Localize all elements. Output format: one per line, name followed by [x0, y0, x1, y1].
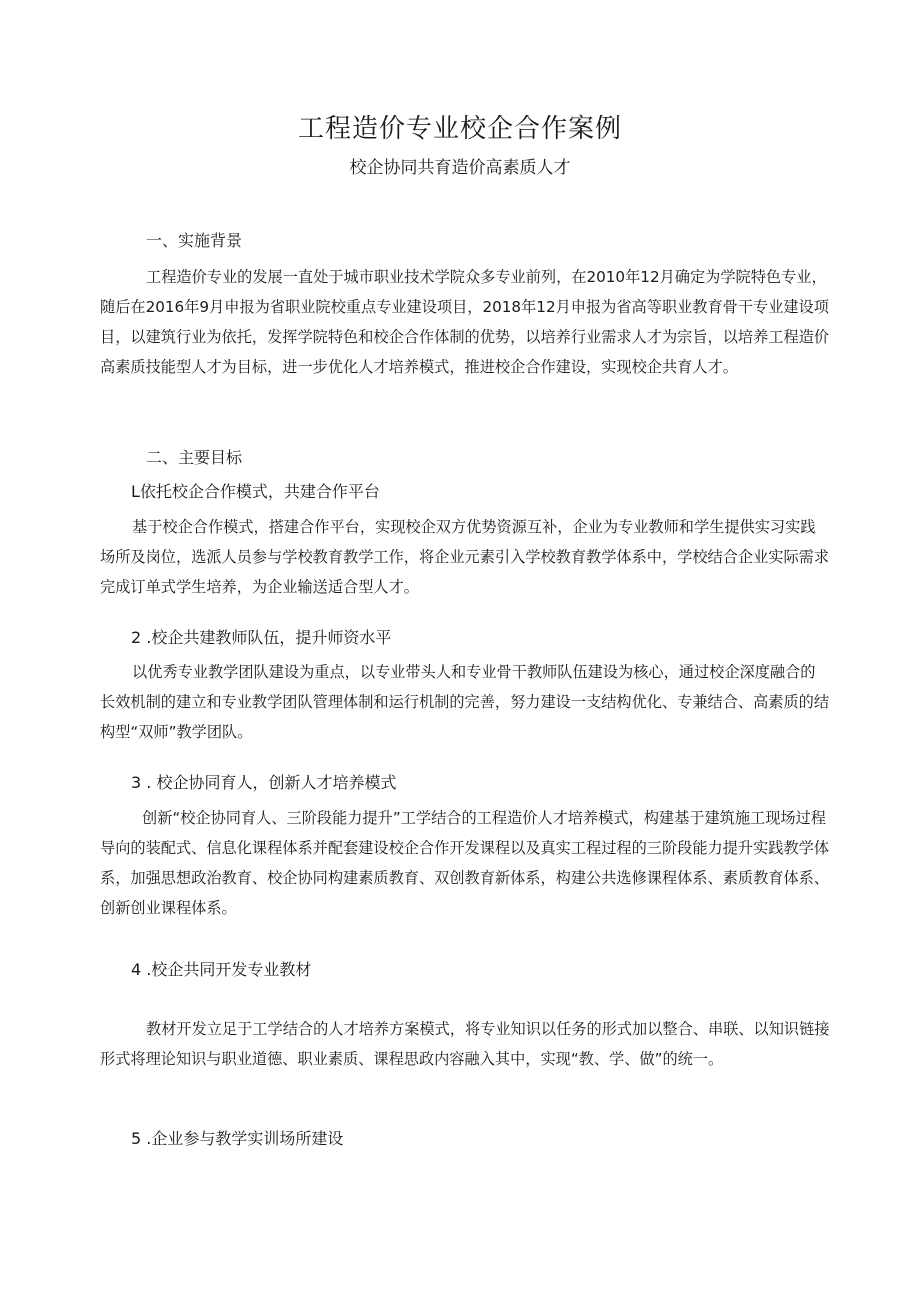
item-heading-1: L依托校企合作模式，共建合作平台	[131, 482, 380, 501]
page-title: 工程造价专业校企合作案例	[297, 114, 622, 144]
section-heading-goals: 二、主要目标	[146, 448, 243, 467]
item-heading-5: 5 .企业参与教学实训场所建设	[131, 1129, 344, 1148]
item-paragraph-2: 以优秀专业教学团队建设为重点，以专业带头人和专业骨干教师队伍建设为核心，通过校企深度融合的长效机制的建立和专业教学团队管理体制和运行机制的完善，努力建设一支结构优化、专兼结合、高素质的结构型“双师”教学团队。	[100, 663, 829, 741]
item-paragraph-1: 基于校企合作模式，搭建合作平台，实现校企双方优势资源互补，企业为专业教师和学生提供实习实践场所及岗位，选派人员参与学校教育教学工作，将企业元素引入学校教育教学体系中，学校结合企业实际需求完成订单式学生培养，为企业输送适合型人才。	[100, 518, 829, 596]
item-paragraph-4: 教材开发立足于工学结合的人才培养方案模式，将专业知识以任务的形式加以整合、串联、以知识链接形式将理论知识与职业道德、职业素质、课程思政内容融入其中，实现“教、学、做”的统一。	[100, 1020, 830, 1068]
section-heading-background: 一、实施背景	[146, 231, 243, 250]
item-paragraph-3: 创新“校企协同育人、三阶段能力提升”工学结合的工程造价人才培养模式，构建基于建筑施工现场过程导向的装配式、信息化课程体系并配套建设校企合作开发课程以及真实工程过程的三阶段能力提升实践教学体系，加强思想政治教育、校企协同构建素质教育、双创教育新体系，构建公共选修课程体系、素质教育体系、创新创业课程体系。	[100, 809, 829, 917]
section-paragraph-background: 工程造价专业的发展一直处于城市职业技术学院众多专业前列，在2010年12月确定为学院特色专业，随后在2016年9月申报为省职业院校重点专业建设项目，2018年12月申报为省高等职业教育骨干专业建设项目，以建筑行业为依托，发挥学院特色和校企合作体制的优势，以培养行业需求人才为宗旨，以培养工程造价高素质技能型人才为目标，进一步优化人才培养模式，推进校企合作建设，实现校企共育人才。	[100, 268, 829, 376]
item-heading-4: 4 .校企共同开发专业教材	[131, 960, 312, 979]
item-heading-3: 3 . 校企协同育人，创新人才培养模式	[131, 773, 397, 792]
page-subtitle: 校企协同共育造价高素质人才	[349, 158, 571, 178]
item-heading-2: 2 .校企共建教师队伍，提升师资水平	[131, 628, 392, 647]
